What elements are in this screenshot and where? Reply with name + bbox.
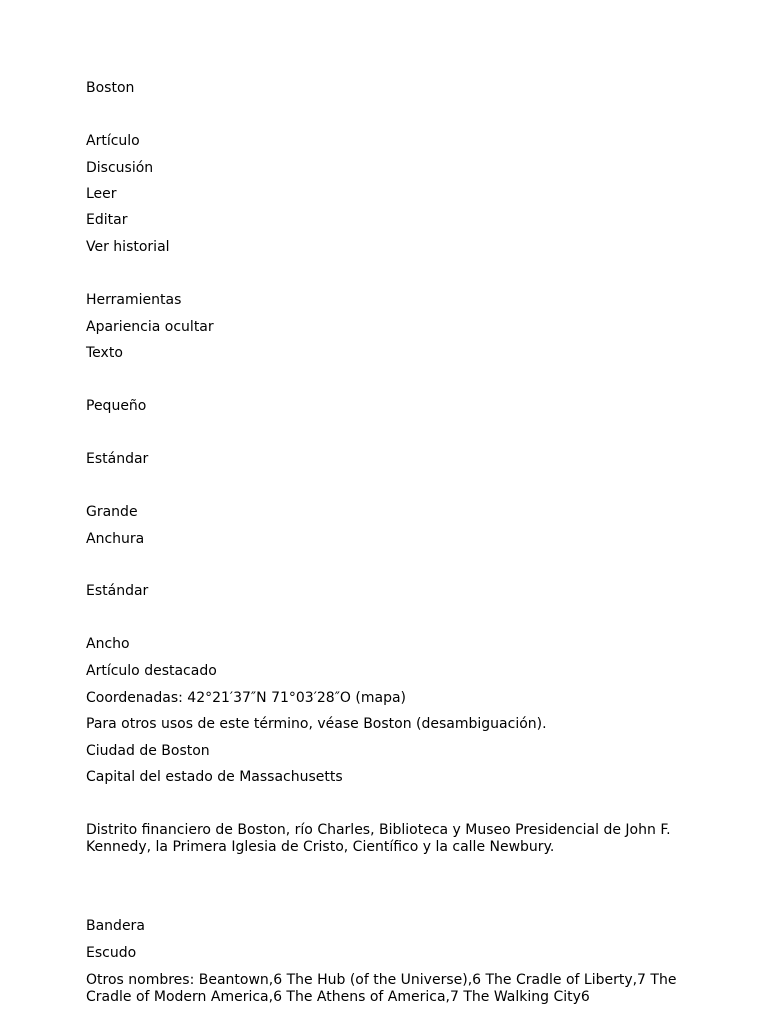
articulo-destacado-label: Artículo destacado: [86, 663, 217, 679]
apariencia-ocultar-toggle[interactable]: Apariencia ocultar: [86, 319, 214, 335]
image-caption: Distrito financiero de Boston, río Charles, Biblioteca y Museo Presidencial de John F. Kennedy, la Primera Iglesia de Cristo, Científico y la calle Newbury.: [86, 822, 671, 855]
coordinates: Coordenadas: 42°21′37″N 71°03′28″O (mapa): [86, 690, 406, 706]
option-estandar-anchura[interactable]: Estándar: [86, 583, 149, 599]
herramientas-menu[interactable]: Herramientas: [86, 292, 182, 308]
option-grande[interactable]: Grande: [86, 504, 138, 520]
page-title: Boston: [86, 80, 135, 96]
anchura-label: Anchura: [86, 531, 145, 547]
tab-leer[interactable]: Leer: [86, 186, 117, 202]
tab-editar[interactable]: Editar: [86, 212, 128, 228]
otros-nombres: Otros nombres: Beantown,6 The Hub (of the Universe),6 The Cradle of Liberty,7 The Cradle of Modern America,6 The Athens of America,7 The Walking City6: [86, 972, 677, 1005]
escudo-label: Escudo: [86, 945, 137, 961]
tab-articulo[interactable]: Artículo: [86, 133, 140, 149]
option-estandar-texto[interactable]: Estándar: [86, 451, 149, 467]
option-pequeno[interactable]: Pequeño: [86, 398, 147, 414]
bandera-label: Bandera: [86, 918, 145, 934]
tab-discusion[interactable]: Discusión: [86, 160, 154, 176]
infobox-subtitle: Capital del estado de Massachusetts: [86, 769, 343, 785]
tab-ver-historial[interactable]: Ver historial: [86, 239, 170, 255]
infobox-title: Ciudad de Boston: [86, 743, 210, 759]
texto-label: Texto: [86, 345, 123, 361]
hatnote: Para otros usos de este término, véase Boston (desambiguación).: [86, 716, 547, 732]
option-ancho[interactable]: Ancho: [86, 636, 130, 652]
